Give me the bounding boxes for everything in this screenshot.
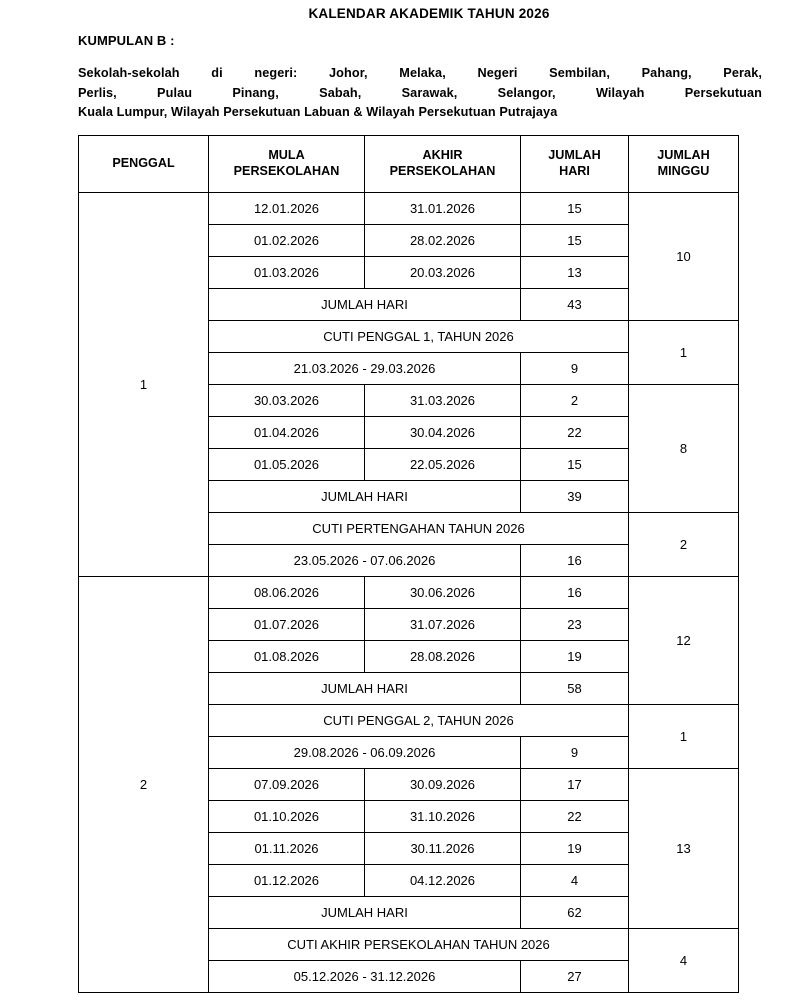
cell-akhir: 31.01.2026: [365, 193, 521, 225]
header-penggal: PENGGAL: [79, 136, 209, 193]
table-header-row: [79, 136, 739, 193]
page-title: KALENDAR AKADEMIK TAHUN 2026: [308, 6, 550, 21]
penggal-cell: 2: [79, 577, 209, 993]
cell-total-hari: 43: [521, 289, 629, 321]
holiday-range: 21.03.2026 - 29.03.2026: [209, 353, 521, 385]
cell-jumlah-hari: 22: [521, 417, 629, 449]
header-akhir-line1: AKHIR: [422, 148, 463, 163]
cell-akhir: 31.10.2026: [365, 801, 521, 833]
cell-akhir: 31.03.2026: [365, 385, 521, 417]
holiday-title: CUTI PENGGAL 1, TAHUN 2026: [209, 321, 629, 353]
holiday-title: CUTI AKHIR PERSEKOLAHAN TAHUN 2026: [209, 929, 629, 961]
cell-jumlah-hari: 15: [521, 193, 629, 225]
cell-mula: 08.06.2026: [209, 577, 365, 609]
cell-akhir: 20.03.2026: [365, 257, 521, 289]
cell-jumlah-hari: 15: [521, 449, 629, 481]
cell-jumlah-minggu: 1: [629, 705, 739, 769]
cell-mula: 01.10.2026: [209, 801, 365, 833]
header-minggu-line2: MINGGU: [657, 164, 710, 179]
cell-akhir: 30.11.2026: [365, 833, 521, 865]
cell-mula: 01.04.2026: [209, 417, 365, 449]
header-jumlah-minggu: [629, 136, 739, 193]
header-hari-line1: JUMLAH: [548, 148, 601, 163]
cell-jumlah-minggu: 4: [629, 929, 739, 993]
penggal-cell: 1: [79, 193, 209, 577]
cell-akhir: 22.05.2026: [365, 449, 521, 481]
states-list: [78, 64, 762, 123]
holiday-range: 23.05.2026 - 07.06.2026: [209, 545, 521, 577]
cell-mula: 07.09.2026: [209, 769, 365, 801]
cell-akhir: 28.02.2026: [365, 225, 521, 257]
cell-jumlah-hari: 17: [521, 769, 629, 801]
cell-akhir: 04.12.2026: [365, 865, 521, 897]
cell-jumlah-hari: 19: [521, 833, 629, 865]
header-akhir-line2: PERSEKOLAHAN: [389, 164, 496, 179]
cell-jumlah-hari: 4: [521, 865, 629, 897]
cell-jumlah-hari: 19: [521, 641, 629, 673]
label-jumlah-hari: JUMLAH HARI: [209, 481, 521, 513]
table-body: [79, 193, 739, 993]
header-mula-line1: MULA: [268, 148, 305, 163]
header-mula-persekolahan: [209, 136, 365, 193]
table-row: [79, 193, 739, 225]
cell-mula: 01.08.2026: [209, 641, 365, 673]
cell-mula: 01.07.2026: [209, 609, 365, 641]
cell-jumlah-minggu: 8: [629, 385, 739, 513]
cell-mula: 01.05.2026: [209, 449, 365, 481]
cell-jumlah-minggu: 2: [629, 513, 739, 577]
cell-jumlah-hari: 16: [521, 545, 629, 577]
cell-total-hari: 39: [521, 481, 629, 513]
cell-jumlah-hari: 9: [521, 353, 629, 385]
cell-akhir: 31.07.2026: [365, 609, 521, 641]
cell-jumlah-minggu: 1: [629, 321, 739, 385]
holiday-range: 29.08.2026 - 06.09.2026: [209, 737, 521, 769]
cell-jumlah-hari: 13: [521, 257, 629, 289]
cell-jumlah-hari: 2: [521, 385, 629, 417]
cell-jumlah-hari: 9: [521, 737, 629, 769]
states-line-2: Perlis, Pulau Pinang, Sabah, Sarawak, Selangor, Wilayah Persekutuan: [78, 85, 762, 100]
cell-jumlah-minggu: 12: [629, 577, 739, 705]
cell-jumlah-hari: 22: [521, 801, 629, 833]
label-jumlah-hari: JUMLAH HARI: [209, 897, 521, 929]
cell-mula: 30.03.2026: [209, 385, 365, 417]
cell-akhir: 30.09.2026: [365, 769, 521, 801]
cell-jumlah-hari: 16: [521, 577, 629, 609]
holiday-title: CUTI PERTENGAHAN TAHUN 2026: [209, 513, 629, 545]
cell-jumlah-minggu: 10: [629, 193, 739, 321]
holiday-range: 05.12.2026 - 31.12.2026: [209, 961, 521, 993]
header-mula-line2: PERSEKOLAHAN: [233, 164, 340, 179]
cell-mula: 01.02.2026: [209, 225, 365, 257]
cell-mula: 01.03.2026: [209, 257, 365, 289]
cell-akhir: 30.06.2026: [365, 577, 521, 609]
label-jumlah-hari: JUMLAH HARI: [209, 289, 521, 321]
states-line-1: Sekolah-sekolah di negeri: Johor, Melaka, Negeri Sembilan, Pahang, Perak,: [78, 66, 762, 80]
cell-total-hari: 58: [521, 673, 629, 705]
holiday-title: CUTI PENGGAL 2, TAHUN 2026: [209, 705, 629, 737]
cell-jumlah-minggu: 13: [629, 769, 739, 929]
header-jumlah-hari: [521, 136, 629, 193]
cell-mula: 12.01.2026: [209, 193, 365, 225]
label-jumlah-hari: JUMLAH HARI: [209, 673, 521, 705]
cell-jumlah-hari: 23: [521, 609, 629, 641]
cell-mula: 01.12.2026: [209, 865, 365, 897]
header-minggu-line1: JUMLAH: [657, 148, 710, 163]
cell-jumlah-hari: 15: [521, 225, 629, 257]
cell-jumlah-hari: 27: [521, 961, 629, 993]
header-akhir-persekolahan: [365, 136, 521, 193]
cell-akhir: 30.04.2026: [365, 417, 521, 449]
header-hari-line2: HARI: [559, 164, 590, 179]
cell-total-hari: 62: [521, 897, 629, 929]
states-line-3: Kuala Lumpur, Wilayah Persekutuan Labuan & Wilayah Persekutuan Putrajaya: [78, 105, 558, 120]
cell-akhir: 28.08.2026: [365, 641, 521, 673]
academic-calendar-table: [78, 135, 739, 993]
table-row: [79, 577, 739, 609]
cell-mula: 01.11.2026: [209, 833, 365, 865]
group-label: KUMPULAN B :: [78, 33, 175, 48]
